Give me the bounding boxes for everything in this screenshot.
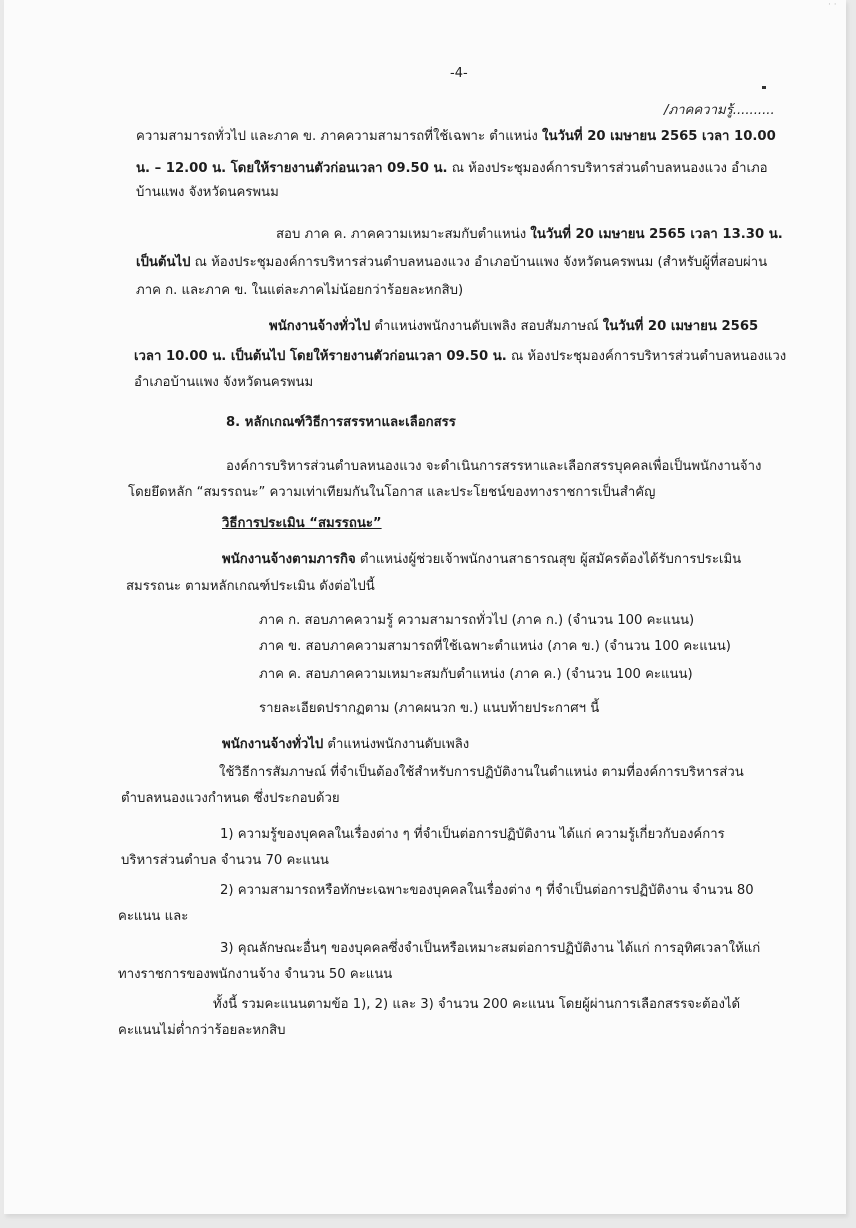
general-line2: ตำบลหนองแวงกำหนด ซึ่งประกอบด้วย [121,791,340,806]
p1-line3: บ้านแพง จังหวัดนครพนม [136,185,279,200]
p2-line2: เป็นต้นไป ณ ห้องประชุมองค์การบริหารส่วนตำบลหนองแวง อำเภอบ้านแพง จังหวัดนครพนม (สำหรับผู้ที่สอบผ่าน [136,255,768,270]
exam-item-b: ภาค ข. สอบภาคความสามารถที่ใช้เฉพาะตำแหน่ง (ภาค ข.) (จำนวน 100 คะแนน) [259,639,731,654]
general-line1: ใช้วิธีการสัมภาษณ์ ที่จำเป็นต้องใช้สำหรับการปฏิบัติงานในตำแหน่ง ตามที่องค์การบริหารส่วน [219,765,744,780]
exam-detail-note: รายละเอียดปรากฏตาม (ภาคผนวก ข.) แนบท้ายประกาศฯ นี้ [259,701,600,716]
general-heading: พนักงานจ้างทั่วไป ตำแหน่งพนักงานดับเพลิง [222,737,470,752]
criterion-1-line1: 1) ความรู้ของบุคคลในเรื่องต่าง ๆ ที่จำเป็นต่อการปฏิบัติงาน ได้แก่ ความรู้เกี่ยวกับองค์การ [220,827,725,842]
p2-line1: สอบ ภาค ค. ภาคความเหมาะสมกับตำแหน่ง ในวันที่ 20 เมษายน 2565 เวลา 13.30 น. [276,227,783,242]
exam-item-c: ภาค ค. สอบภาคความเหมาะสมกับตำแหน่ง (ภาค ค.) (จำนวน 100 คะแนน) [259,667,693,682]
p2-line3: ภาค ก. และภาค ข. ในแต่ละภาคไม่น้อยกว่าร้อยละหกสิบ) [136,283,464,298]
page-number: -4- [450,66,468,81]
corner-mark: · · [828,0,837,10]
p3-line3: อำเภอบ้านแพง จังหวัดนครพนม [134,375,314,390]
p3-line1: พนักงานจ้างทั่วไป ตำแหน่งพนักงานดับเพลิง สอบสัมภาษณ์ ในวันที่ 20 เมษายน 2565 [269,319,759,334]
section8-heading: 8. หลักเกณฑ์วิธีการสรรหาและเลือกสรร [226,415,456,430]
stray-mark [762,86,766,89]
criterion-2-line2: คะแนน และ [118,909,189,924]
p3-line2: เวลา 10.00 น. เป็นต้นไป โดยให้รายงานตัวก่อนเวลา 09.50 น. ณ ห้องประชุมองค์การบริหารส่วนตำบลหนองแวง [134,349,787,364]
criterion-3-line2: ทางราชการของพนักงานจ้าง จำนวน 50 คะแนน [118,967,393,982]
section8-line2: โดยยึดหลัก “สมรรถนะ” ความเท่าเทียมกันในโอกาส และประโยชน์ของทางราชการเป็นสำคัญ [128,485,656,500]
criterion-3-line1: 3) คุณลักษณะอื่นๆ ของบุคคลซึ่งจำเป็นหรือเหมาะสมต่อการปฏิบัติงาน ได้แก่ การอุทิศเวลาให้แก่ [220,941,761,956]
criterion-1-line2: บริหารส่วนตำบล จำนวน 70 คะแนน [121,853,329,868]
exam-item-a: ภาค ก. สอบภาคความรู้ ความสามารถทั่วไป (ภาค ก.) (จำนวน 100 คะแนน) [259,613,695,628]
summary-line1: ทั้งนี้ รวมคะแนนตามข้อ 1), 2) และ 3) จำนวน 200 คะแนน โดยผู้ผ่านการเลือกสรรจะต้องได้ [213,997,741,1012]
p1-line1: ความสามารถทั่วไป และภาค ข. ภาคความสามารถที่ใช้เฉพาะ ตำแหน่ง ในวันที่ 20 เมษายน 2565 เวลา 10.00 [136,129,776,144]
section8-line1: องค์การบริหารส่วนตำบลหนองแวง จะดำเนินการสรรหาและเลือกสรรบุคคลเพื่อเป็นพนักงานจ้าง [226,459,762,474]
criterion-2-line1: 2) ความสามารถหรือทักษะเฉพาะของบุคคลในเรื่องต่าง ๆ ที่จำเป็นต่อการปฏิบัติงาน จำนวน 80 [220,883,754,898]
summary-line2: คะแนนไม่ต่ำกว่าร้อยละหกสิบ [118,1023,286,1038]
continuation-note: /ภาคความรู้.......... [664,103,775,118]
method-heading: วิธีการประเมิน “สมรรถนะ” [222,516,382,531]
p1-line2: น. – 12.00 น. โดยให้รายงานตัวก่อนเวลา 09.50 น. ณ ห้องประชุมองค์การบริหารส่วนตำบลหนองแวง อำเภอ [136,161,768,176]
document-page [4,0,846,1214]
mission-line2: สมรรถนะ ตามหลักเกณฑ์ประเมิน ดังต่อไปนี้ [126,579,375,594]
mission-line1: พนักงานจ้างตามภารกิจ ตำแหน่งผู้ช่วยเจ้าพนักงานสาธารณสุข ผู้สมัครต้องได้รับการประเมิน [222,552,742,567]
